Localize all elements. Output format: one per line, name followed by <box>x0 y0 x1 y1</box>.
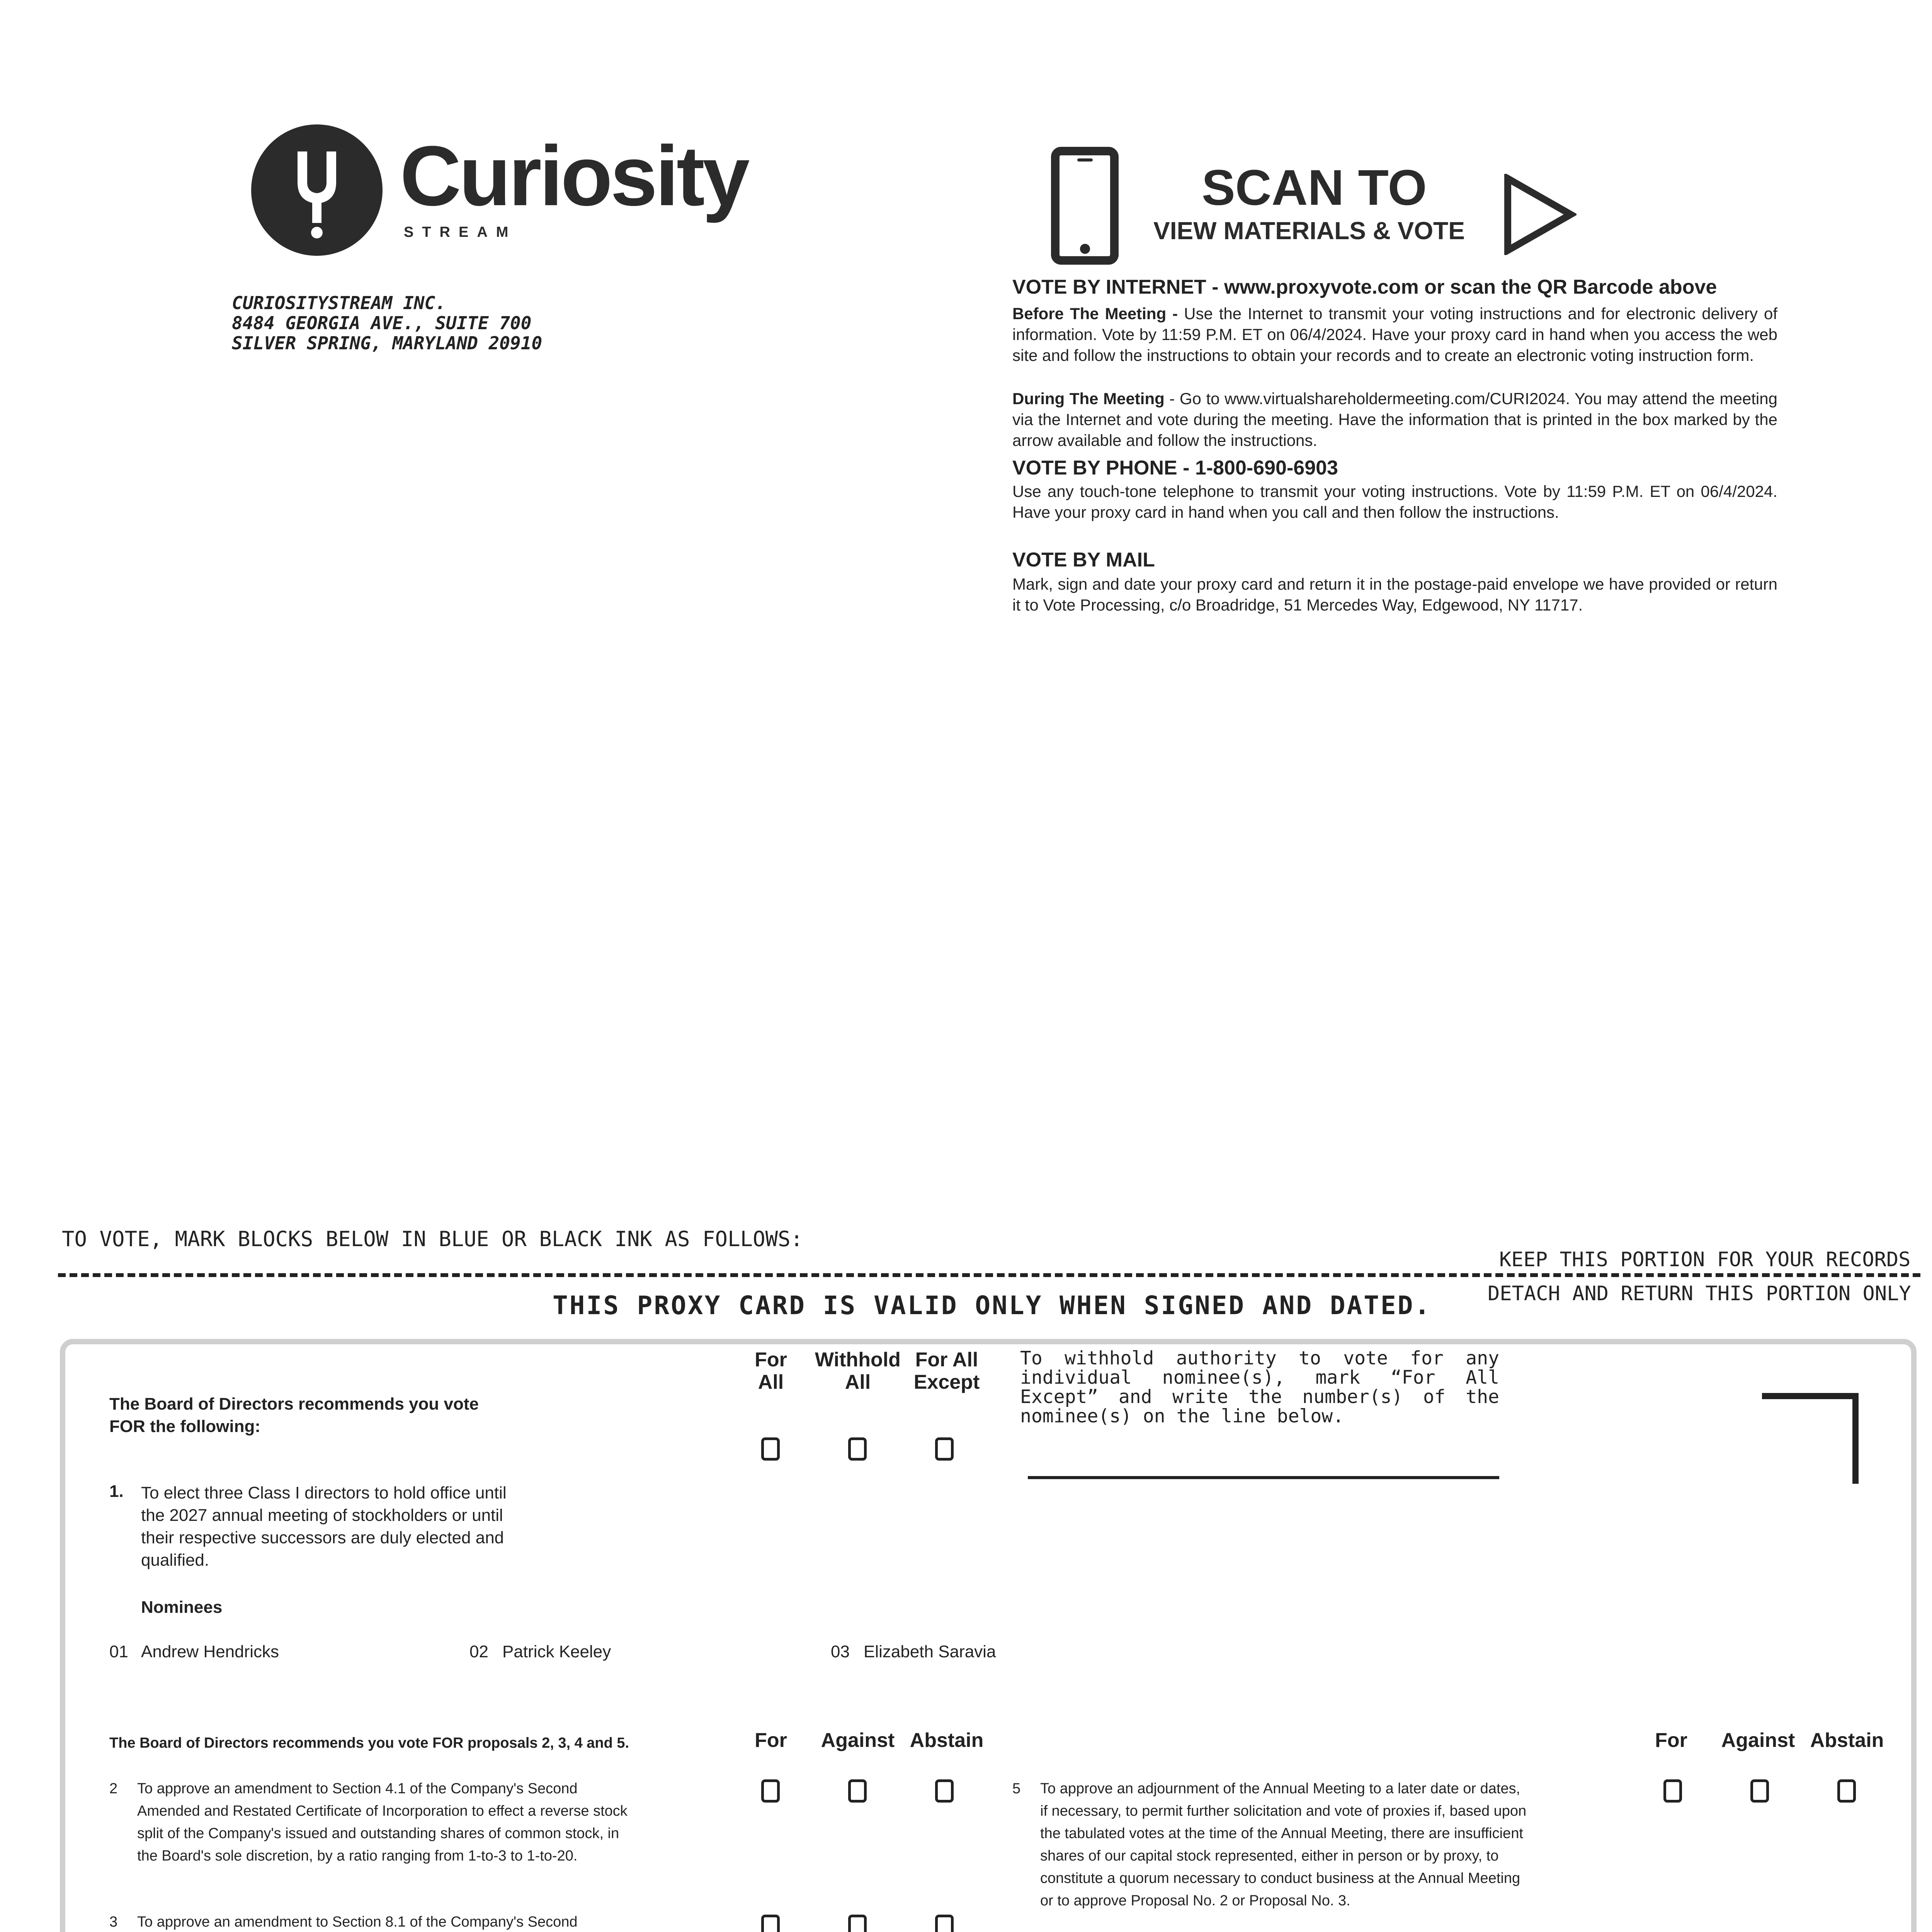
vote-mail-heading: VOTE BY MAIL <box>1012 549 1155 571</box>
proposal-3-number: 3 <box>109 1914 118 1930</box>
nominee-01-number: 01 <box>109 1642 128 1661</box>
nominees-label: Nominees <box>141 1598 223 1617</box>
proposal-2-text: To approve an amendment to Section 4.1 of the Company's Second Amended and Restated Certificate of Incorporation to effect a reverse stock split of the Company's issued and outstanding shares of common stock, in the Board's sole discretion, by a ratio ranging from 1-to-3 to 1-to-20. <box>137 1781 628 1864</box>
proposal-2-for-checkbox[interactable] <box>761 1779 780 1803</box>
proposal-5-number: 5 <box>1012 1781 1021 1797</box>
scan-subtitle: VIEW MATERIALS & VOTE <box>1153 217 1465 245</box>
play-arrow-icon <box>1503 174 1577 257</box>
header-for-all: For All <box>755 1349 787 1393</box>
header-against-left: Against <box>821 1729 895 1752</box>
proposal-1-text: To elect three Class I directors to hold office until the 2027 annual meeting of stockholders or until their respective successors are duly elected and qualified. <box>141 1483 507 1570</box>
before-meeting-label: Before The Meeting - <box>1012 304 1178 323</box>
fork-logo-icon <box>251 124 383 256</box>
logo-subtitle: STREAM <box>404 224 517 240</box>
proposal-5-text: To approve an adjournment of the Annual Meeting to a later date or dates, if necessary, to permit further solicitation and vote of proxies if, based upon the tabulated votes at the time of the Annual Meeting, there are insufficient shares of our capital stock represented, either in person or by proxy, to constitute a quorum necessary to conduct business at the Annual Meeting or to approve Proposal No. 2 or Proposal No. 3. <box>1040 1781 1527 1909</box>
proposal-3-for-checkbox[interactable] <box>761 1915 780 1932</box>
detach-line <box>58 1273 1920 1277</box>
vote-before-meeting <box>1012 303 1777 366</box>
proposal-3-abstain-checkbox[interactable] <box>935 1915 954 1932</box>
header-for-right: For <box>1655 1729 1687 1752</box>
corner-registration-mark <box>1762 1393 1859 1484</box>
scan-title: SCAN TO <box>1202 159 1427 216</box>
during-meeting-text: - Go to www.virtualshareholdermeeting.com/CURI2024. You may attend the meeting via the Internet and vote during the meeting. Have the information that is printed in the box marked by the arrow available and follow the instructions. <box>1012 389 1777 449</box>
proposal-5-against-checkbox[interactable] <box>1750 1779 1769 1803</box>
nominee-01-name: Andrew Hendricks <box>141 1642 279 1661</box>
nominee-03-number: 03 <box>831 1642 850 1661</box>
detach-return-label: DETACH AND RETURN THIS PORTION ONLY <box>1488 1282 1911 1305</box>
proposal-2-against-checkbox[interactable] <box>848 1779 867 1803</box>
for-all-except-checkbox[interactable] <box>935 1437 954 1461</box>
to-vote-instructions: TO VOTE, MARK BLOCKS BELOW IN BLUE OR BLACK INK AS FOLLOWS: <box>62 1227 803 1251</box>
during-meeting-label: During The Meeting <box>1012 389 1165 408</box>
header-withhold-all: Withhold All <box>815 1349 901 1393</box>
phone-icon <box>1051 147 1119 265</box>
vote-internet-heading: VOTE BY INTERNET - www.proxyvote.com or scan the QR Barcode above <box>1012 276 1717 298</box>
proposal-5-for-checkbox[interactable] <box>1663 1779 1682 1803</box>
nominee-exception-line[interactable] <box>1028 1476 1499 1479</box>
nominee-02-name: Patrick Keeley <box>502 1642 611 1661</box>
withhold-instructions: To withhold authority to vote for any individual nominee(s), mark “For All Except” and write the number(s) of the nominee(s) on the line below. <box>1020 1347 1499 1427</box>
proposal-2-number: 2 <box>109 1781 118 1797</box>
before-meeting-text: Use the Internet to transmit your voting instructions and for electronic delivery of information. Vote by 11:59 P.M. ET on 06/4/2024. Have your proxy card in hand when you access the web site and follow the instructions to obtain your records and to create an electronic voting instruction form. <box>1012 304 1777 364</box>
for-all-checkbox[interactable] <box>761 1437 780 1461</box>
valid-only-notice: THIS PROXY CARD IS VALID ONLY WHEN SIGNED AND DATED. <box>553 1291 1432 1320</box>
keep-portion-label: KEEP THIS PORTION FOR YOUR RECORDS <box>1499 1248 1911 1271</box>
header-abstain-right: Abstain <box>1810 1729 1884 1752</box>
nominee-03-name: Elizabeth Saravia <box>864 1642 996 1661</box>
proposal-1-number: 1. <box>109 1482 124 1501</box>
vote-phone-heading: VOTE BY PHONE - 1-800-690-6903 <box>1012 457 1338 479</box>
proposal-2-abstain-checkbox[interactable] <box>935 1779 954 1803</box>
board-recommends-proposals: The Board of Directors recommends you vote FOR proposals 2, 3, 4 and 5. <box>109 1735 629 1751</box>
vote-phone-text: Use any touch-tone telephone to transmit your voting instructions. Vote by 11:59 P.M. ET on 06/4/2024. Have your proxy card in hand when you call and then follow the instructions. <box>1012 482 1777 521</box>
withhold-all-checkbox[interactable] <box>848 1437 867 1461</box>
company-address: CURIOSITYSTREAM INC. 8484 GEORGIA AVE., SUITE 700 SILVER SPRING, MARYLAND 20910 <box>232 293 543 354</box>
header-against-right: Against <box>1721 1729 1795 1752</box>
proposal-3-against-checkbox[interactable] <box>848 1915 867 1932</box>
proposal-3-text: To approve an amendment to Section 8.1 of the Company's Second <box>137 1914 578 1930</box>
vote-mail-text: Mark, sign and date your proxy card and return it in the postage-paid envelope we have provided or return it to Vote Processing, c/o Broadridge, 51 Mercedes Way, Edgewood, NY 11717. <box>1012 575 1777 614</box>
vote-during-meeting <box>1012 388 1777 451</box>
logo-wordmark: Curiosity <box>400 128 748 223</box>
proposal-5-abstain-checkbox[interactable] <box>1837 1779 1856 1803</box>
header-for-left: For <box>755 1729 787 1752</box>
nominee-02-number: 02 <box>469 1642 488 1661</box>
header-for-all-except: For All Except <box>913 1349 980 1393</box>
board-recommends-directors: The Board of Directors recommends you vote FOR the following: <box>109 1395 479 1436</box>
header-abstain-left: Abstain <box>910 1729 984 1752</box>
